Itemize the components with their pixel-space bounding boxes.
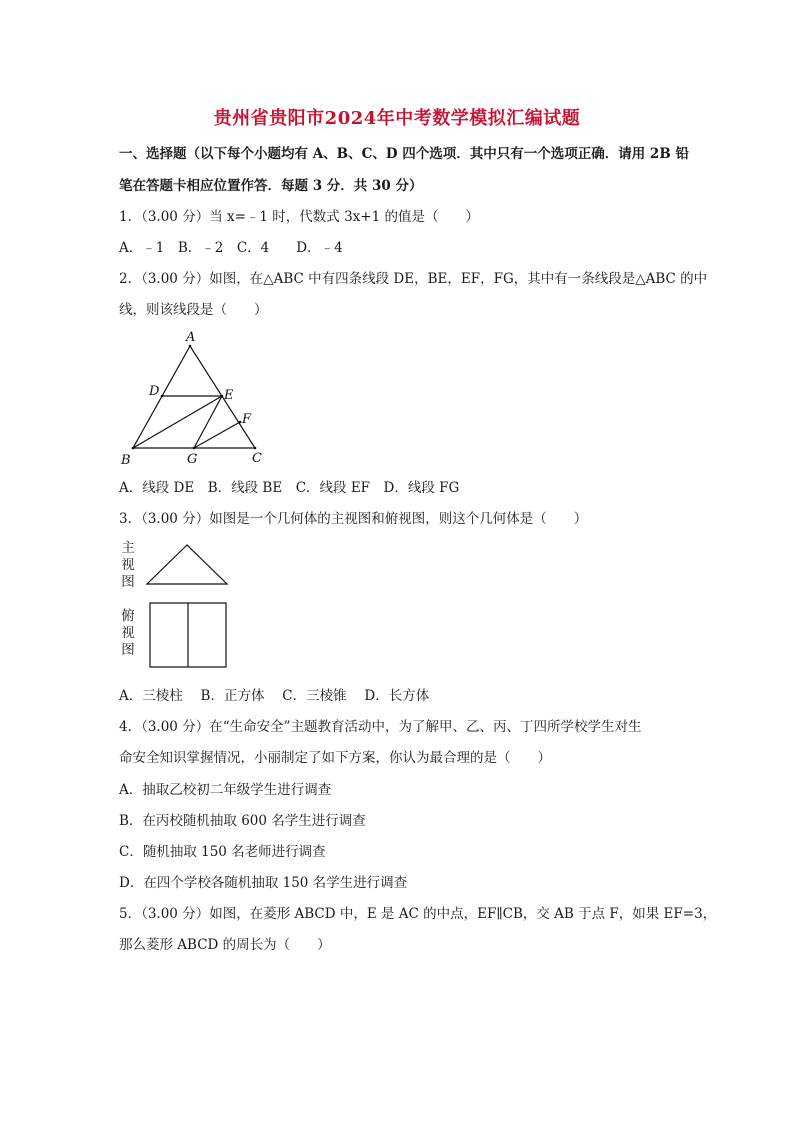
label-b: B xyxy=(121,453,131,468)
q1-options: A．﹣1 B．﹣2 C．4 D．﹣4 xyxy=(119,240,343,256)
section-header-line1: 一、选择题（以下每个小题均有 A、B、C、D 四个选项．其中只有一个选项正确．请用 2B 铅 xyxy=(119,146,689,162)
front-view-triangle xyxy=(144,542,230,588)
q5-stem-line1: 5．（3.00 分）如图，在菱形 ABCD 中，E 是 AC 的中点，EF∥CB，交 AB 于点 F，如果 EF=3， xyxy=(119,906,717,922)
q2-triangle-figure xyxy=(115,326,275,472)
q1-stem: 1．（3.00 分）当 x=﹣1 时，代数式 3x+1 的值是（ ） xyxy=(119,209,479,225)
label-d: D xyxy=(149,384,160,399)
label-c: C xyxy=(252,451,262,466)
q3-stem: 3．（3.00 分）如图是一个几何体的主视图和俯视图，则这个几何体是（ ） xyxy=(119,511,588,527)
page-title: 贵州省贵阳市2024年中考数学模拟汇编试题 xyxy=(213,108,581,129)
top-view-rectangle xyxy=(148,601,230,669)
q4-option-c: C．随机抽取 150 名老师进行调查 xyxy=(119,844,326,860)
q3-options: A．三棱柱 B．正方体 C．三棱锥 D．长方体 xyxy=(119,688,430,704)
q4-stem-line1: 4．（3.00 分）在“生命安全”主题教育活动中，为了解甲、乙、丙、丁四所学校学生对生 xyxy=(119,719,642,735)
q2-options: A．线段 DE B．线段 BE C．线段 EF D．线段 FG xyxy=(119,480,460,496)
label-g: G xyxy=(187,452,198,467)
q4-stem-line2: 命安全知识掌握情况，小丽制定了如下方案，你认为最合理的是（ ） xyxy=(119,750,551,766)
section-header-line2: 笔在答题卡相应位置作答．每题 3 分．共 30 分） xyxy=(119,178,423,194)
label-e: E xyxy=(224,388,234,403)
q4-option-d: D．在四个学校各随机抽取 150 名学生进行调查 xyxy=(119,875,408,891)
label-f: F xyxy=(242,412,252,427)
q4-option-b: B．在丙校随机抽取 600 名学生进行调查 xyxy=(119,813,366,829)
label-a: A xyxy=(186,330,196,345)
q2-stem-line2: 线，则该线段是（ ） xyxy=(119,302,268,318)
q4-option-a: A．抽取乙校初二年级学生进行调查 xyxy=(119,782,332,798)
front-view-label: 主 视 图 xyxy=(121,540,135,590)
top-view-label: 俯 视 图 xyxy=(121,608,135,658)
q5-stem-line2: 那么菱形 ABCD 的周长为（ ） xyxy=(119,937,331,953)
q2-stem-line1: 2．（3.00 分）如图，在△ABC 中有四条线段 DE，BE，EF，FG，其中有一条线段是△ABC 的中 xyxy=(119,271,708,287)
